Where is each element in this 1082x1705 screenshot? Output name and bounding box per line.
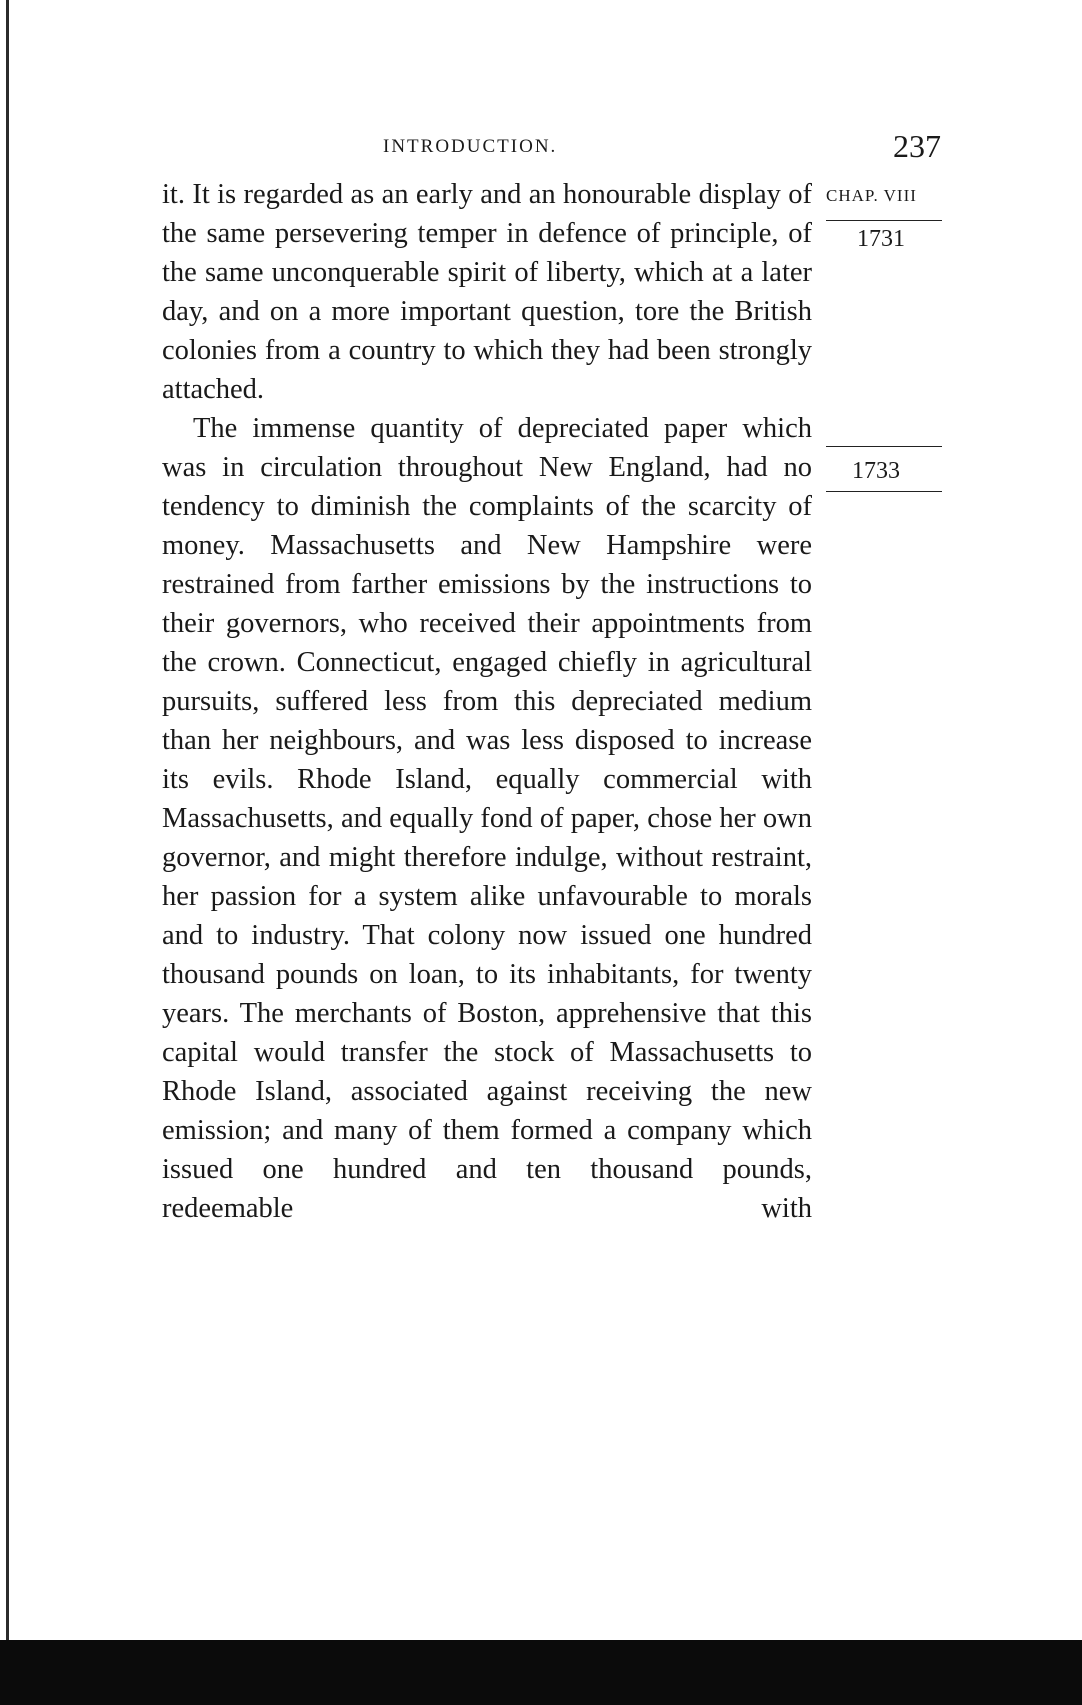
scan-left-edge [6, 0, 9, 1640]
page-number: 237 [893, 128, 941, 164]
paragraph-2: The immense quantity of depreciated paper which was in circulation throughout New England, had no tendency to diminish the complaints of the scarcity of money. Massachusetts and New Hampshire were restrained from farther emissions by the instructions to their governors, who received their appointments from the crown. Connecticut, engaged chiefly in agricultural pursuits, suffered less from this depreciated medium than her neighbours, and was less disposed to increase its evils. Rhode Island, equally commercial with Massachusetts, and equally fond of paper, chose her own governor, and might therefore indulge, without restraint, her passion for a system alike unfavourable to morals and to industry. That colony now issued one hundred thousand pounds on loan, to its inhabitants, for twenty years. The merchants of Boston, apprehensive that this capital would transfer the stock of Massachusetts to Rhode Island, associated against receiving the new emission; and many of them formed a company which issued one hundred and ten thousand pounds, redeemable with [162, 413, 812, 1224]
margin-year-1733: 1733 [852, 458, 900, 484]
paragraph-1: it. It is regarded as an early and an honourable display of the same persevering temper in defence of principle, of the same unconquerable spirit of liberty, which at a later day, and on a more important question, tore the British colonies from a country to which they had been strongly attached. [162, 179, 812, 405]
margin-rule [826, 446, 942, 447]
margin-chapter-label: CHAP. VIII [826, 186, 917, 205]
margin-year-1731: 1731 [857, 226, 905, 252]
body-text [162, 175, 812, 1228]
margin-rule [826, 491, 942, 492]
scan-bottom-band [0, 1640, 1082, 1705]
margin-rule [826, 220, 942, 221]
running-head: INTRODUCTION. [383, 136, 558, 157]
